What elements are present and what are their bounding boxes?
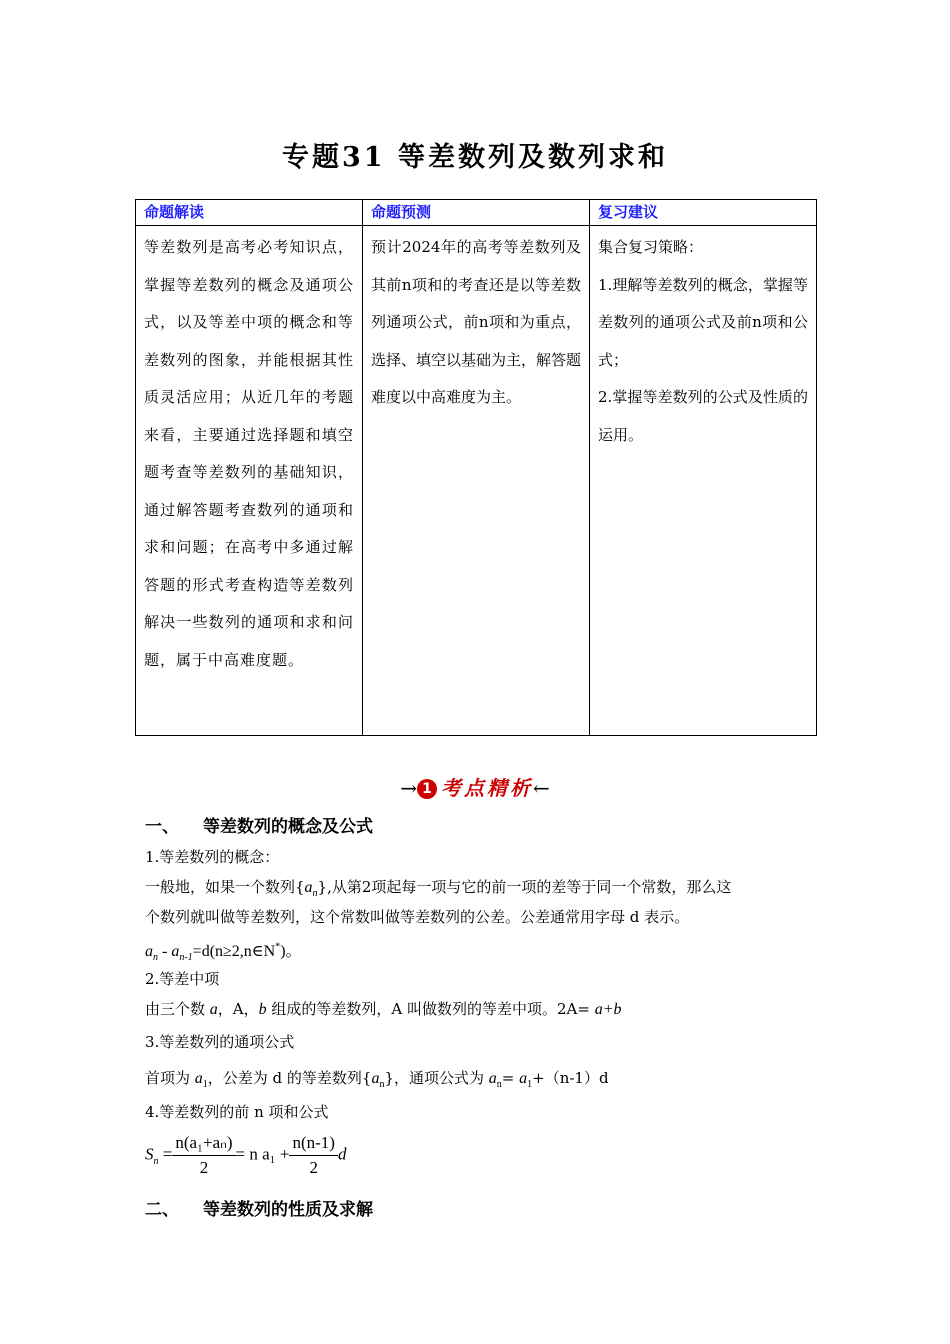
math-op: - <box>158 943 172 960</box>
fraction-numerator: n(n-1) <box>289 1133 337 1156</box>
header-interpretation: 命题解读 <box>136 200 363 226</box>
text-span: ，公差为 d 的等差数列{ <box>207 1069 372 1087</box>
math-text: =d(n≥2,n∈N <box>192 943 276 960</box>
text-span: 首项为 <box>145 1069 195 1087</box>
fraction <box>172 1133 235 1178</box>
math-sub: n <box>496 1079 502 1091</box>
math-var: a <box>145 943 153 960</box>
text-span: +（n-1）d <box>532 1069 609 1087</box>
subsection-heading: 4.等差数列的前 n 项和公式 <box>145 1103 329 1121</box>
table-body-row <box>136 226 817 736</box>
section-banner <box>0 772 950 801</box>
section-title: 等差数列的概念及公式 <box>203 817 373 837</box>
math-var: a <box>488 1070 497 1087</box>
subsection-heading: 2.等差中项 <box>145 970 220 988</box>
table-header-row <box>136 200 817 226</box>
math-op: = <box>158 1144 173 1164</box>
right-arrow-icon: → <box>400 776 417 800</box>
prediction-cell: 预计2024年的高考等差数列及其前n项和的考查还是以等差数列通项公式，前n项和为重点，选择、填空以基础为主，解答题难度以中高难度为主。 <box>363 226 590 736</box>
page-title: 专题31 等差数列及数列求和 <box>282 142 668 173</box>
math-var: a <box>304 879 313 896</box>
text-span: = <box>501 1069 520 1087</box>
text-span: 组成的等差数列，A 叫做数列的等差中项。2A= <box>266 1000 595 1018</box>
subsection-heading: 3.等差数列的通项公式 <box>145 1033 295 1051</box>
text-span: 由三个数 <box>145 1000 210 1018</box>
math-text: = n a₁ + <box>235 1144 290 1164</box>
math-sub: n <box>312 888 318 900</box>
text-span: ，A， <box>217 1000 259 1018</box>
header-advice: 复习建议 <box>590 200 817 226</box>
section-number: 二、 <box>145 1200 179 1220</box>
left-arrow-icon: ← <box>533 776 550 800</box>
advice-cell <box>590 226 817 736</box>
math-var: a <box>519 1070 528 1087</box>
math-var: a <box>194 1070 203 1087</box>
fraction-numerator: n(a₁+aₙ) <box>172 1133 235 1156</box>
paragraph-line: 个数列就叫做等差数列，这个常数叫做等差数列的公差。公差通常用字母 d 表示。 <box>145 908 690 926</box>
text-span: },从第2项起每一项与它的前一项的差等于同一个常数，那么这 <box>317 878 732 896</box>
math-sub: 1 <box>527 1079 533 1091</box>
math-var: a <box>171 943 180 960</box>
advice-line: 集合复习策略： <box>598 238 704 256</box>
section-title: 等差数列的性质及求解 <box>203 1200 373 1220</box>
section-heading <box>145 1195 373 1220</box>
fraction-denominator: 2 <box>199 1158 209 1177</box>
math-var: d <box>337 1144 347 1164</box>
math-var: S <box>145 1144 154 1164</box>
fraction <box>289 1133 337 1178</box>
math-sup: * <box>275 941 281 953</box>
paragraph-line <box>145 876 825 899</box>
subsection-heading: 1.等差数列的概念： <box>145 848 280 866</box>
math-sub: 1 <box>202 1079 208 1091</box>
number-badge: 1 <box>417 779 437 799</box>
banner-title: 考点精析 <box>441 776 533 800</box>
math-var: b <box>258 1001 267 1018</box>
header-prediction: 命题预测 <box>363 200 590 226</box>
math-sub: n <box>379 1079 385 1091</box>
sum-formula <box>145 1133 346 1183</box>
advice-line: 2.掌握等差数列的公式及性质的运用。 <box>598 388 808 444</box>
section-number: 一、 <box>145 817 179 837</box>
math-sub: n-1 <box>179 952 193 964</box>
overview-table <box>135 199 817 736</box>
math-sub: n <box>153 952 158 964</box>
fraction-denominator: 2 <box>309 1158 318 1177</box>
paragraph-line <box>145 1067 825 1090</box>
advice-line: 1.理解等差数列的概念，掌握等差数列的通项公式及前n项和公式； <box>598 275 808 369</box>
math-text: )。 <box>280 943 302 960</box>
formula-line <box>145 938 825 963</box>
math-sub: n <box>153 1155 159 1167</box>
interpretation-cell: 等差数列是高考必考知识点，掌握等差数列的概念及通项公式，以及等差中项的概念和等差数列的图象，并能根据其性质灵活应用；从近几年的考题来看，主要通过选择题和填空题考查等差数列的基础知识，通过解答题考查数列的通项和求和问题；在高考中多通过解答题的形式考查构造等差数列解决一些数列的通项和求和问题，属于中高难度题。 <box>136 226 363 736</box>
math-expr: a+b <box>594 1001 622 1018</box>
text-span: 一般地，如果一个数列{ <box>145 878 305 896</box>
paragraph-line <box>145 998 825 1019</box>
text-span: }，通项公式为 <box>384 1069 489 1087</box>
math-var: a <box>209 1001 218 1018</box>
math-var: a <box>371 1070 380 1087</box>
section-heading <box>145 812 373 837</box>
